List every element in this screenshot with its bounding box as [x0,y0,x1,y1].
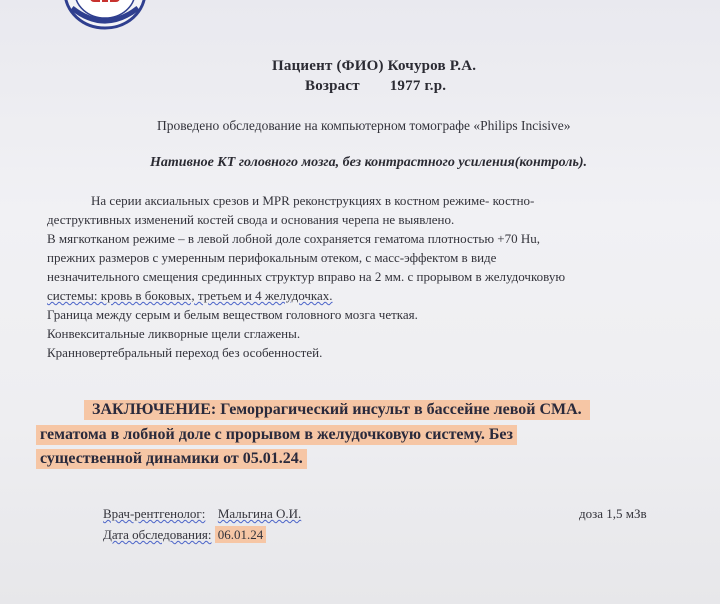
findings-line: Конвекситальные ликворные щели сглажены. [47,326,301,341]
age-value: 1977 г.р. [389,78,447,94]
exam-intro: Проведено обследование на компьютерном томографе «Philips Incisive» [157,118,571,133]
findings-line: Кранновертебральный переход без особенностей. [47,345,323,360]
doctor-line [103,506,301,522]
exam-subtitle: Нативное КТ головного мозга, без контрастного усиления(контроль). [150,155,588,170]
findings-line: Граница между серым и белым веществом головного мозга четкая. [47,307,418,322]
age-label: Возраст [305,78,360,94]
date-line [103,527,266,543]
patient-line [272,58,476,75]
clinic-logo [62,0,148,30]
date-label: Дата обследования: [103,527,212,542]
conclusion-line-1: ЗАКЛЮЧЕНИЕ: Геморрагический инсульт в бассейне левой СМА. [84,400,590,420]
findings-line: В мягкотканом режиме – в левой лобной доле сохраняется гематома плотностью +70 Hu, [47,231,541,246]
findings-line: На серии аксиальных срезов и MPR реконструкциях в костном режиме- костно- [91,193,535,208]
patient-label: Пациент (ФИО) [272,58,384,74]
conclusion-line-2: гематома в лобной доле с прорывом в желудочковую систему. Без [36,425,517,445]
doctor-label: Врач-рентгенолог: [103,506,206,521]
findings-line: прежних размеров с умеренным перифокальным отеком, с масс-эффектом в виде [47,250,497,265]
age-line [305,78,446,95]
conclusion-line-3: существенной динамики от 05.01.24. [36,449,307,469]
findings-line: деструктивных изменений костей свода и основания черепа не выявлено. [47,212,455,227]
findings-line: незначительного смещения срединных структур вправо на 2 мм. с прорывом в желудочковую [47,269,566,284]
dose: доза 1,5 мЗв [579,506,647,521]
findings-line: системы: кровь в боковых, третьем и 4 желудочках. [47,288,333,303]
doctor-name: Мальгина О.И. [217,506,302,521]
date-value: 06.01.24 [215,526,267,543]
patient-name: Кочуров Р.А. [387,58,477,74]
